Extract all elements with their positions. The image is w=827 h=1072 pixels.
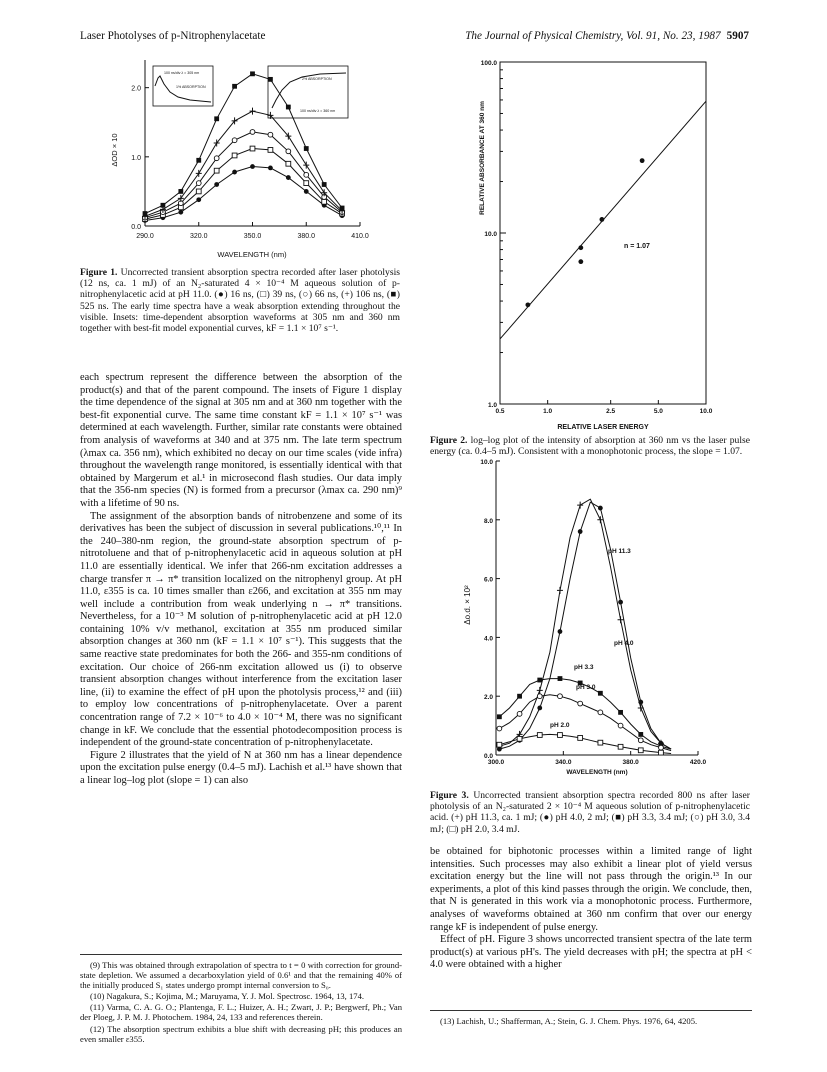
data-point (557, 587, 563, 594)
x-tick-label: 290.0 (136, 233, 154, 240)
figure-1-caption (80, 267, 400, 334)
data-point (598, 710, 603, 715)
footnote: (12) The absorption spectrum exhibits a blue shift with decreasing pH; this produces an even smaller ε355. (80, 1023, 402, 1044)
data-point (214, 182, 219, 187)
y-tick-label: 1.0 (131, 154, 141, 162)
data-point (497, 726, 502, 731)
data-point (497, 742, 502, 747)
left-column-body (80, 372, 402, 788)
inset-label: 100 ns/div λ = 360 nm (300, 109, 336, 113)
data-point (143, 211, 148, 216)
x-tick-label: 350.0 (243, 233, 262, 240)
series-label: pH 11.3 (608, 548, 631, 555)
data-point (578, 245, 583, 250)
series-0 (143, 164, 345, 223)
data-point (250, 130, 255, 135)
inset-label: 1% ABSORPTION (176, 85, 206, 89)
running-title: Laser Photolyses of p-Nitrophenylacetate (80, 30, 266, 42)
data-point (322, 182, 327, 187)
data-point (578, 259, 583, 264)
data-point (537, 678, 542, 683)
x-tick-label: 410.0 (351, 233, 369, 240)
data-point (618, 710, 623, 715)
data-point (304, 181, 309, 186)
series-line (145, 149, 342, 220)
series-line (145, 111, 342, 216)
series-3 (142, 108, 345, 220)
figure-1-caption-label: Figure 1. (80, 267, 118, 278)
data-point (340, 206, 345, 211)
figure-1-ylabel: ΔOD × 10 (110, 133, 119, 167)
data-point (196, 181, 201, 186)
y-tick-label: 4.0 (483, 635, 493, 643)
data-point (618, 600, 623, 605)
data-point (537, 733, 542, 738)
x-tick-label: 1.0 (543, 408, 553, 415)
figure-1-chart (80, 50, 410, 270)
y-tick-label: 10.0 (480, 459, 493, 466)
data-point (558, 694, 563, 699)
footnote: (13) Lachish, U.; Shafferman, A.; Stein, G. J. Chem. Phys. 1976, 64, 4205. (440, 1016, 698, 1026)
data-point (558, 733, 563, 738)
footnote: (11) Varma, C. A. G. O.; Plantenga, F. L.; Huizer, A. H.; Zwart, J. P.; Bergwerf, Ph.; Van der Ploeg, J. P. M. J. Photochem. 1984, 24, 133 and references therein. (80, 1002, 402, 1023)
data-point (640, 158, 645, 163)
y-tick-label: 6.0 (483, 576, 493, 584)
right-footnotes (430, 1016, 752, 1027)
journal-header (465, 30, 749, 42)
data-point (322, 199, 327, 204)
data-point (304, 172, 309, 177)
data-point (537, 694, 542, 699)
footnote: (10) Nagakura, S.; Kojima, M.; Maruyama, Y. J. Mol. Spectrosc. 1964, 13, 174. (90, 991, 365, 1002)
data-point (214, 168, 219, 173)
paragraph: Effect of pH. Figure 3 shows uncorrected transient spectra of the late term product(s) at various pH's. The yield decreases with pH; the spectra at pH < 4.0 were obtained with a higher (430, 934, 752, 971)
data-point (618, 616, 624, 623)
y-tick-label: 1.0 (487, 402, 497, 409)
data-point (161, 203, 166, 208)
figure-3-caption-label: Figure 3. (430, 790, 469, 801)
data-point (638, 732, 643, 737)
data-point (517, 736, 522, 741)
y-tick-label: 2.0 (131, 85, 141, 93)
x-tick-label: 0.5 (495, 408, 505, 415)
data-point (250, 164, 255, 169)
data-point (250, 146, 255, 151)
figure-3-chart (450, 455, 750, 780)
data-point (558, 676, 563, 681)
figure-2-caption-text: log–log plot of the intensity of absorption at 360 nm vs the laser pulse energy (ca. 0.4–5 mJ). Consistent with a monophotonic process, the slope = 1.07. (430, 435, 750, 458)
data-point (537, 706, 542, 711)
y-tick-label: 10.0 (484, 231, 497, 238)
data-point (196, 197, 201, 202)
data-point (638, 748, 643, 753)
figure-2-axes (500, 62, 706, 404)
data-point (659, 750, 664, 755)
data-point (577, 502, 583, 509)
data-point (638, 700, 643, 705)
data-point (598, 506, 603, 511)
figure-3-xlabel: WAVELENGTH (nm) (566, 769, 628, 776)
y-tick-label: 0.0 (483, 753, 493, 760)
data-point (232, 138, 237, 143)
data-point (598, 740, 603, 745)
x-tick-label: 300.0 (487, 759, 505, 766)
data-point (232, 84, 237, 89)
data-point (250, 108, 256, 115)
figure-3-caption (430, 790, 750, 835)
data-point (618, 723, 623, 728)
data-point (599, 217, 604, 222)
data-point (232, 170, 237, 175)
journal-citation: The Journal of Physical Chemistry, Vol. 91, No. 23, 1987 (465, 30, 721, 42)
paragraph: The assignment of the absorption bands of nitrobenzene and some of its derivatives has been the subject of discussion in several publications.¹⁰,¹¹ In the 240–380-nm region, the ground-state absorption spectrum of p-nitrotoluene and that of p-nitrophenylacetic acid in aqueous solution at pH 11.0 are essentially identical. We infer that 266-nm excitation addresses a charge transfer π → π* transition localized on the nitrophenyl group. At pH 11.0, ε355 is ca. 10 times smaller than ε266, and excitation at 355 nm may well include a contribution from weak underlying n → π* transitions. Nevertheless, for a 10⁻³ M solution of p-nitrophenylacetic acid at pH 12.0 containing 10% v/v methanol, excitation at 355 nm produced similar absorption changes at 360 nm (kF = 1.1 × 10⁷ s⁻¹). This suggests that the same reactive state predominates for both the 266- and 355-nm conditions of excitation. Our choice of 266-nm excitation allowed us (i) to observe transient absorption changes without interference from the excitation laser line, (ii) to examine the effect of pH upon the photolysis process,¹² and (iii) to employ low concentrations of p-nitrophenylacetate. Over a parent concentration range of 7.2 × 10⁻⁶ to 4.0 × 10⁻⁴ M, there was no significant change in kF. We conclude that the essential photodecomposition process is independent of the ground-state concentration of p-nitrophenylacetate. (80, 510, 402, 749)
paragraph: be obtained for biphotonic processes within a limited range of light intensities. Such processes may also exhibit a linear plot of yield versus excitation energy but the line will not pass through the origin.¹³ In our experiments, a plot of this kind passes through the origin. We conclude, then, that N is generated in this work via a monophotonic process. Furthermore, analyses of waveforms obtained at 360 nm confirm that over our energy range kF is independent of pulse energy. (430, 846, 752, 933)
footnote-rule (80, 954, 402, 955)
x-tick-label: 340.0 (555, 759, 572, 766)
data-point (178, 210, 183, 215)
data-point (250, 71, 255, 76)
x-tick-label: 380.0 (297, 233, 316, 240)
series-2 (143, 130, 345, 221)
data-point (517, 711, 522, 716)
paragraph: Figure 2 illustrates that the yield of N at 360 nm has a linear dependence upon the excitation pulse energy (0.4–5 mJ). Lachish et al.¹³ have shown that a linear log–log plot (slope = 1) can also (80, 749, 402, 786)
figure-2-xlabel: RELATIVE LASER ENERGY (557, 424, 649, 431)
figure-2-ylabel: RELATIVE ABSORBANCE AT 360 nm (479, 101, 486, 215)
data-point (196, 158, 201, 163)
data-point (286, 161, 291, 166)
data-point (304, 189, 309, 194)
data-point (196, 189, 201, 194)
x-tick-label: 380.0 (622, 759, 639, 766)
figure-1-caption-text: Uncorrected transient absorption spectra recorded after laser photolysis (12 ns, ca. 1 mJ) of an N₂-saturated 4 × 10⁻⁴ M aqueous solution of p-nitrophenylacetic acid at pH 11.0. (●) 16 ns, (□) 39 ns, (○) 66 ns, (+) 106 ns, (■) 525 ns. The early time spectra have a weak absorption extending throughout the visible. Insets: time-dependent absorption waveforms at 305 nm and 360 nm together with best-fit model exponential curves, kF = 1.1 × 10⁷ s⁻¹. (80, 267, 400, 335)
page-number: 5907 (726, 30, 749, 42)
y-tick-label: 0.0 (131, 224, 141, 231)
paragraph: each spectrum represent the difference between the absorption of the product(s) and that of the parent compound. The insets of Figure 1 display the time dependence of the signal at 305 nm and at 360 nm together with the best-fit exponential curve. The same time constant kF = 1.1 × 10⁷ s⁻¹ was determined at each wavelength. Further, similar rate constants were obtained from analysis of waveforms at 340 and at 375 nm. The late term spectrum (λmax ca. 356 nm), which exhibited no decay on our time scales (vide infra) throughout the wavelength range monitored, is essentially identical with that obtained by Margerum et al.¹ in microsecond flash studies. Our data imply that the 356-nm species (N) is formed from a precursor (λmax ca. 290 nm)⁹ with a lifetime of 90 ns. (80, 372, 402, 509)
data-point (286, 175, 291, 180)
series-3 (497, 694, 671, 751)
series-1 (497, 502, 671, 751)
data-point (286, 149, 291, 154)
figure-2-chart (472, 58, 752, 418)
series-line (499, 499, 671, 749)
data-point (268, 166, 273, 171)
left-footnotes (80, 960, 402, 1045)
data-point (525, 302, 530, 307)
data-point (618, 744, 623, 749)
data-point (268, 148, 273, 153)
y-tick-label: 2.0 (483, 694, 493, 702)
figure-2-annotation: n = 1.07 (624, 243, 650, 250)
data-point (578, 701, 583, 706)
data-point (268, 77, 273, 82)
series-label: pH 4.0 (614, 640, 634, 647)
series-label: pH 3.0 (576, 684, 596, 691)
footnote-rule (430, 1010, 752, 1011)
series-line (499, 695, 671, 751)
data-point (214, 116, 219, 121)
data-point (598, 691, 603, 696)
figure-2-caption-label: Figure 2. (430, 435, 468, 446)
data-point (537, 687, 543, 694)
series-line (499, 502, 671, 749)
inset-label: 2% ABSORPTION (302, 77, 332, 81)
y-tick-label: 100.0 (480, 60, 497, 67)
data-point (517, 694, 522, 699)
data-point (659, 745, 664, 750)
data-point (232, 153, 237, 158)
data-point (304, 146, 309, 151)
inset-label: 100 ns/div λ = 305 nm (164, 71, 200, 75)
data-point (497, 714, 502, 719)
figure-1-xlabel: WAVELENGTH (nm) (217, 250, 287, 259)
figure-3-ylabel: Δo.d. × 10² (463, 585, 472, 625)
x-tick-label: 2.5 (606, 408, 616, 415)
data-point (268, 132, 273, 137)
y-tick-label: 8.0 (483, 517, 493, 525)
figure-3-caption-text: Uncorrected transient absorption spectra recorded 800 ns after laser photolysis of an N₂-saturated 2 × 10⁻⁴ M aqueous solution of p-nitrophenylacetic acid. (+) pH 11.3, ca. 1 mJ; (●) pH 4.0, 2 mJ; (■) pH 3.3, 3.4 mJ; (○) pH 3.0, 3.4 mJ; (□) pH 2.0, 3.4 mJ. (430, 790, 750, 835)
data-point (286, 105, 291, 110)
data-point (558, 629, 563, 634)
data-point (638, 738, 643, 743)
x-tick-label: 320.0 (189, 233, 208, 240)
x-tick-label: 420.0 (689, 759, 707, 766)
series-label: pH 3.3 (574, 664, 594, 671)
data-point (578, 736, 583, 741)
right-column-body (430, 846, 752, 972)
x-tick-label: 5.0 (653, 408, 663, 415)
x-tick-label: 10.0 (699, 408, 713, 415)
series-label: pH 2.0 (550, 722, 570, 729)
data-point (578, 529, 583, 534)
footnote: (9) This was obtained through extrapolation of spectra to t = 0 with correction for ground-state depletion. We assumed a decarboxylation yield of 0.6¹ and that the remaining 40% of the initially produced S₁ states undergo prompt internal conversion to S₀. (80, 960, 402, 991)
data-point (214, 156, 219, 161)
data-point (178, 189, 183, 194)
